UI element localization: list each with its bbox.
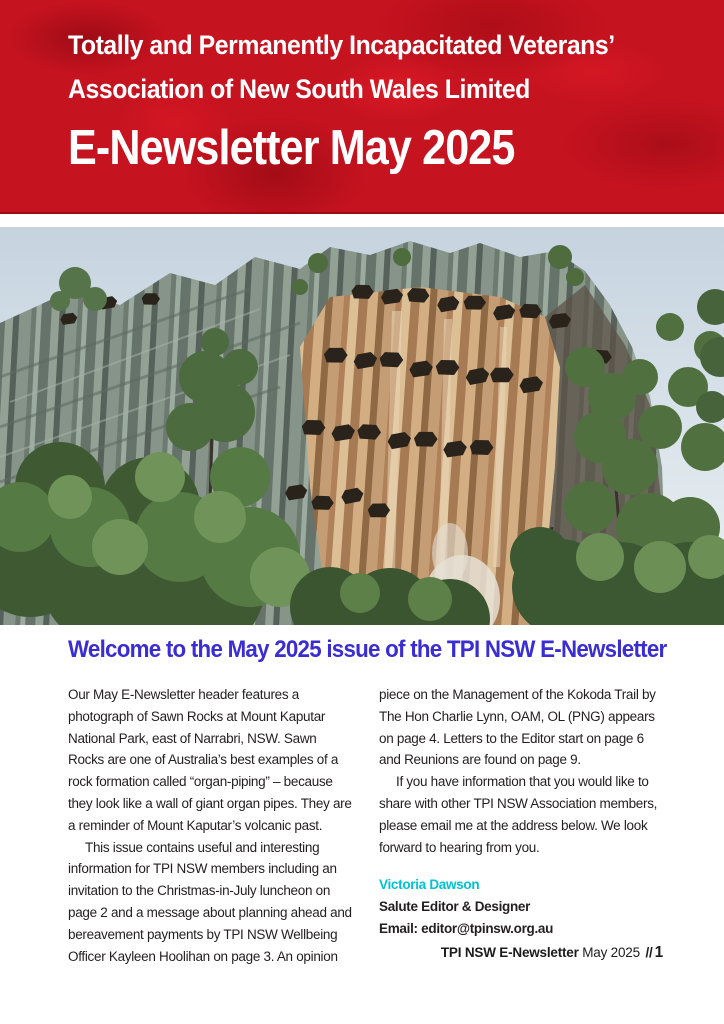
- left-column: [68, 684, 353, 967]
- editor-email: Email: editor@tpinsw.org.au: [379, 920, 554, 936]
- footer-issue: May 2025: [578, 945, 644, 960]
- footer-brand: TPI NSW E-Newsletter: [440, 945, 579, 960]
- header-photo: [0, 227, 724, 625]
- editor-role: Salute Editor & Designer: [379, 899, 531, 915]
- page-footer: [441, 944, 663, 962]
- body-paragraph-2: This issue contains useful and interesting information for TPI NSW members including an invitation to the Christmas-in-July luncheon on page 2 and a message about planning ahead and bereavement payments by TPI NSW Wellbeing Officer Kayleen Hoolihan on page 3. An opinion: [68, 839, 352, 964]
- footer-page-number: 1: [654, 944, 663, 961]
- masthead-banner: [0, 0, 724, 214]
- body-paragraph-1: Our May E-Newsletter header features a photograph of Sawn Rocks at Mount Kaputar National Park, east of Narrabri, NSW. Sawn Rocks are one of Australia’s best examples of a rock formation called “organ-piping” – because they look like a wall of giant organ pipes. They are a reminder of Mount Kaputar’s volcanic past.: [68, 687, 352, 833]
- right-column: [379, 684, 664, 967]
- editor-signature: [379, 874, 664, 939]
- body-paragraph-4: If you have information that you would like to share with other TPI NSW Association members, please email me at the address below. We look forward to hearing from you.: [379, 774, 658, 855]
- sawn-rocks-illustration: [0, 227, 724, 625]
- body-columns: [68, 684, 664, 967]
- editor-name: Victoria Dawson: [379, 877, 480, 893]
- footer-separator: //: [645, 945, 653, 960]
- org-name-line2: Association of New South Wales Limited: [68, 74, 530, 104]
- body-paragraph-3: piece on the Management of the Kokoda Trail by The Hon Charlie Lynn, OAM, OL (PNG) appears on page 4. Letters to the Editor start on page 6 and Reunions are found on page 9.: [379, 687, 656, 768]
- org-name-line1: Totally and Permanently Incapacitated Veterans’: [68, 30, 615, 60]
- newsletter-title: E-Newsletter May 2025: [68, 121, 515, 175]
- welcome-heading: Welcome to the May 2025 issue of the TPI NSW E-Newsletter: [68, 636, 667, 663]
